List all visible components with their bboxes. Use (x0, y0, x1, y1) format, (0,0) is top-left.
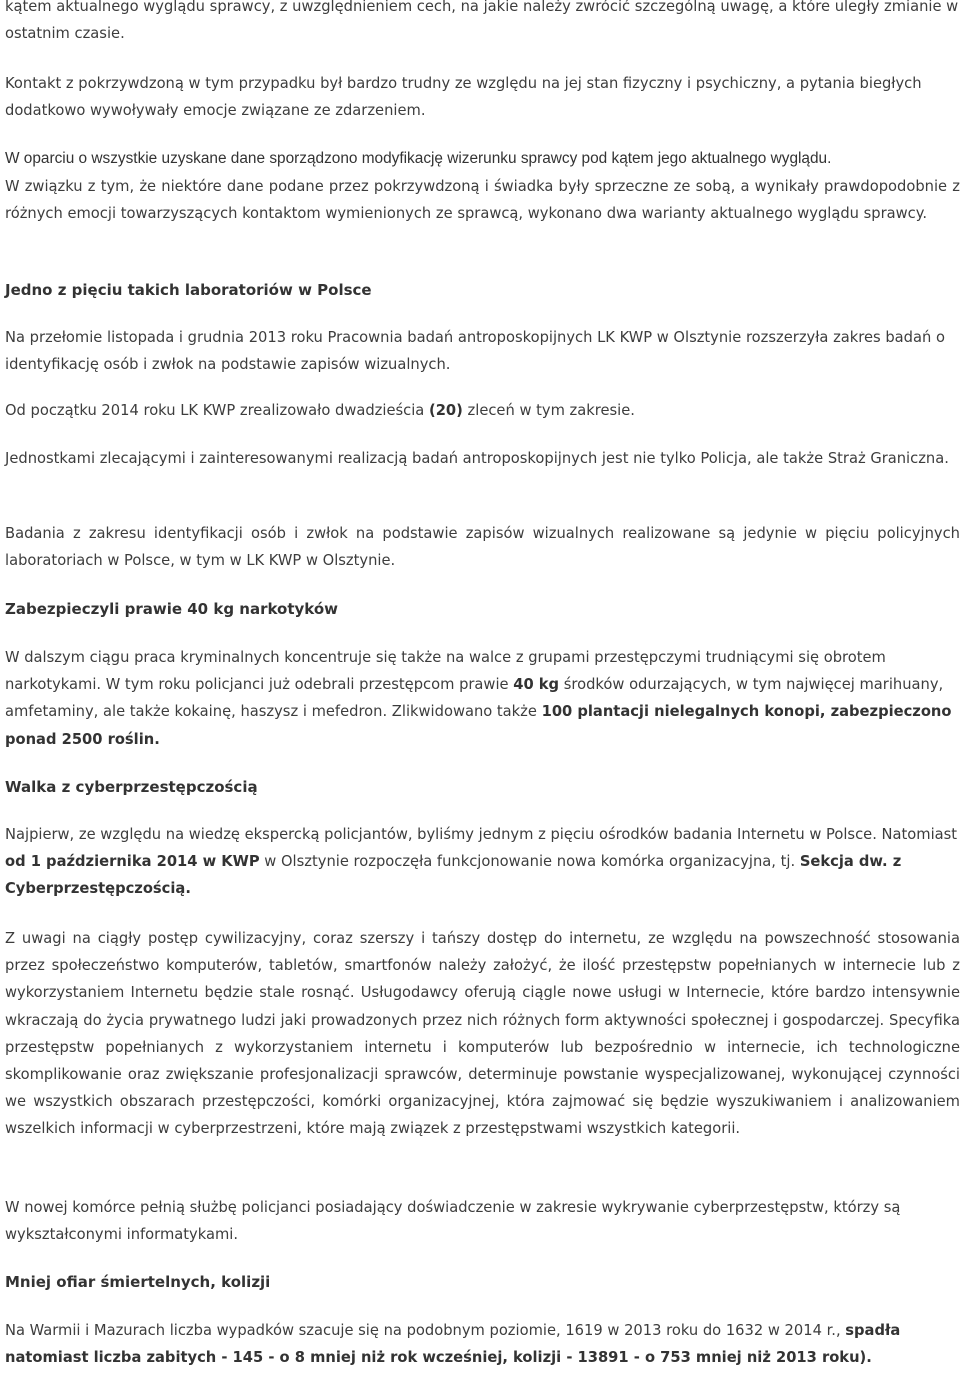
paragraph-lab-expansion: Na przełomie listopada i grudnia 2013 roku Pracownia badań antroposkopijnych LK KWP w Olsztynie rozszerzyła zakres badań o identyfikację osób i zwłok na podstawie zapisów wizualnych. (5, 329, 945, 374)
paragraph-offender-appearance: kątem aktualnego wyglądu sprawcy, z uwzględnieniem cech, na jakie należy zwrócić szczególną uwagę, a które uległy zmianie w ostatnim czasie. (5, 0, 959, 43)
paragraph-cyber-section-date: od 1 października 2014 w KWP (5, 853, 260, 871)
paragraph-drug-fight (5, 644, 960, 753)
paragraph-drug-fight-text-1: W dalszym ciągu praca kryminalnych koncentruje się także na walce z grupami przestępczymi trudniącymi się obrotem narkotykami. W tym roku policjanci już odebrali przestępcom prawie (5, 649, 886, 694)
heading-fewer-fatalities: Mniej ofiar śmiertelnych, kolizji (5, 1273, 271, 1291)
paragraph-cyber-section (5, 821, 960, 903)
paragraph-new-unit-staff: W nowej komórce pełnią służbę policjanci posiadający doświadczenie w zakresie wykrywanie cyberprzestępstw, którzy są wykształconymi informatykami. (5, 1199, 901, 1244)
paragraph-accident-statistics (5, 1317, 960, 1371)
paragraph-drug-fight-plantations: 100 plantacji nielegalnych konopi, zabezpieczono ponad 2500 roślin. (5, 703, 952, 748)
paragraph-twenty-orders (5, 397, 960, 424)
paragraph-drug-fight-text-2: środków odurzających, w tym najwięcej marihuany, amfetaminy, ale także kokainę, haszysz i mefedron. Zlikwidowano także (5, 676, 944, 721)
paragraph-drug-fight-amount: 40 kg (513, 676, 560, 694)
paragraph-cyber-section-name: Sekcja dw. z Cyberprzestępczością. (5, 853, 902, 898)
paragraph-twenty-orders-text-1: Od początku 2014 roku LK KWP zrealizowało dwadzieścia (5, 402, 429, 419)
paragraph-twenty-orders-number: (20) (428, 402, 463, 419)
paragraph-cyber-section-text-2: w Olsztynie rozpoczęła funkcjonowanie nowa komórka organizacyjna, tj. (259, 853, 800, 871)
paragraph-image-modification: W oparciu o wszystkie uzyskane dane sporządzono modyfikację wizerunku sprawcy pod kątem jego aktualnego wyglądu. (5, 150, 832, 167)
heading-drugs-seized: Zabezpieczyli prawie 40 kg narkotyków (5, 600, 339, 618)
paragraph-cyber-section-text-1: Najpierw, ze względu na wiedzę ekspercką policjantów, byliśmy jednym z pięciu ośrodków badania Internetu w Polsce. Natomiast (5, 826, 958, 843)
paragraph-commissioning-units: Jednostkami zlecającymi i zainteresowanymi realizacją badań antroposkopijnych jest nie tylko Policja, ale także Straż Graniczna. (5, 450, 949, 467)
paragraph-civilization-progress: Z uwagi na ciągły postęp cywilizacyjny, coraz szerszy i tańszy dostęp do internetu, ze względu na powszechność stosowania przez społeczeństwo komputerów, tabletów, smartfonów należy założyć, że ilość przestępstw popełnianych w internecie lub z wykorzystaniem Internetu będzie stale rosnąć. Usługodawcy oferują ciągle nowe usługi w Internecie, które bardzo intensywnie wkraczają do życia prywatnego ludzi jaki prowadzonych przez nich różnych form aktywności społecznej i gospodarczej. Specyfika przestępstw popełnianych z wykorzystaniem internetu i komputerów lub bezpośrednio w internecie, ich technologiczne skomplikowanie oraz zwiększanie profesjonalizacji sprawców, determinuje powstanie wyspecjalizowanej, wykonującej czynności we wszystkich obszarach przestępczości, komórki organizacyjnej, która zajmować się będzie wyszukiwaniem i analizowaniem wszelkich informacji w cyberprzestrzeni, które mają związek z przestępstwami wszystkich kategorii. (5, 930, 960, 1138)
paragraph-victim-contact: Kontakt z pokrzywdzoną w tym przypadku był bardzo trudny ze względu na jej stan fizyczny i psychiczny, a pytania biegłych dodatkowo wywoływały emocje związane ze zdarzeniem. (5, 75, 922, 120)
paragraph-twenty-orders-text-2: zleceń w tym zakresie. (462, 402, 635, 419)
paragraph-accident-statistics-text: Na Warmii i Mazurach liczba wypadków szacuje się na podobnym poziomie, 1619 w 2013 roku do 1632 w 2014 r., (5, 1322, 846, 1339)
paragraph-two-variants: W związku z tym, że niektóre dane podane przez pokrzywdzoną i świadka były sprzeczne ze sobą, a wynikały prawdopodobnie z różnych emocji towarzyszących kontaktom wymienionych ze sprawcą, wykonano dwa warianty aktualnego wyglądu sprawcy. (5, 178, 960, 223)
paragraph-accident-statistics-bold: spadła natomiast liczba zabitych - 145 - o 8 mniej niż rok wcześniej, kolizji - 13891 - o 753 mniej niż 2013 roku). (5, 1322, 901, 1367)
paragraph-five-labs-poland: Badania z zakresu identyfikacji osób i zwłok na podstawie zapisów wizualnych realizowane są jedynie w pięciu policyjnych laboratoriach w Polsce, w tym w LK KWP w Olsztynie. (5, 525, 960, 570)
heading-five-laboratories: Jedno z pięciu takich laboratoriów w Polsce (5, 281, 372, 299)
heading-cybercrime: Walka z cyberprzestępczością (5, 778, 258, 796)
